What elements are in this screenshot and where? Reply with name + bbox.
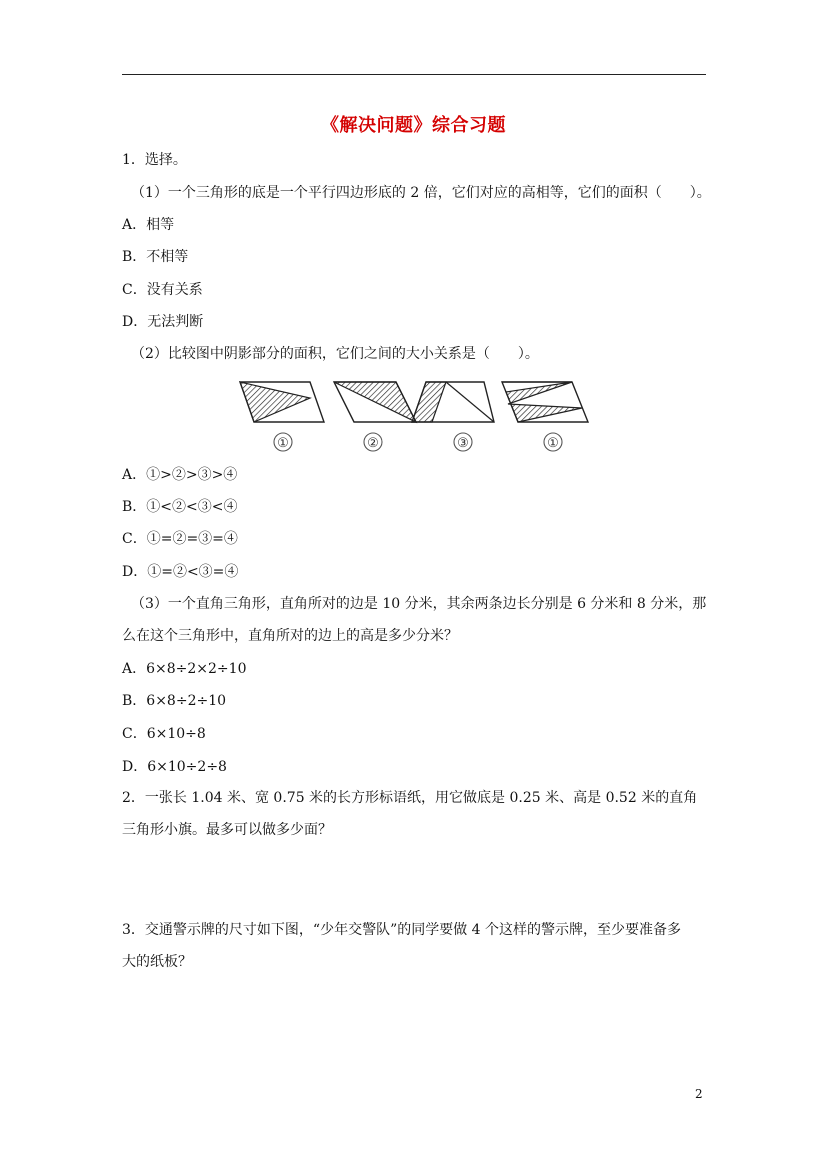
q1-heading: 1．选择。 xyxy=(122,152,187,168)
page-title: 《解决问题》综合习题 xyxy=(321,115,506,136)
figure-3-label: ③ xyxy=(457,436,469,451)
q1-sub2-stem: （2）比较图中阴影部分的面积，它们之间的大小关系是（ ）。 xyxy=(131,346,539,362)
figure-3 xyxy=(412,382,494,451)
q1-sub2-option-c: C．①=②=③=④ xyxy=(122,531,238,547)
q1-sub2-option-d: D．①=②<③=④ xyxy=(122,564,239,580)
header-rule xyxy=(122,74,706,75)
q1-sub3-option-d: D．6×10÷2÷8 xyxy=(122,759,227,775)
q1-sub1-option-d: D．无法判断 xyxy=(122,314,204,330)
q1-sub1-option-a: A．相等 xyxy=(122,217,175,233)
q1-sub3-stem-line2: 么在这个三角形中，直角所对的边上的高是多少分米？ xyxy=(122,628,458,644)
page-number: 2 xyxy=(695,1087,703,1101)
figure-2-label: ② xyxy=(367,436,379,451)
shaded-area-figures xyxy=(232,376,612,454)
q1-sub3-stem-line1: （3）一个直角三角形，直角所对的边是 10 分米，其余两条边长分别是 6 分米和 8 分米，那 xyxy=(131,596,707,612)
q1-sub2-option-b: B．①<②<③<④ xyxy=(122,499,238,515)
q1-sub3-option-a: A．6×8÷2×2÷10 xyxy=(122,661,247,677)
q1-sub1-option-c: C．没有关系 xyxy=(122,282,203,298)
q3-line2: 大的纸板？ xyxy=(122,954,192,970)
q1-sub2-option-a: A．①>②>③>④ xyxy=(122,467,238,483)
figure-4 xyxy=(502,382,588,451)
q1-sub3-option-b: B．6×8÷2÷10 xyxy=(122,693,227,709)
q3-line1: 3．交通警示牌的尺寸如下图，“少年交警队”的同学要做 4 个这样的警示牌，至少要准备多 xyxy=(122,922,682,938)
q1-sub3-option-c: C．6×10÷8 xyxy=(122,726,206,742)
q1-sub1-option-b: B．不相等 xyxy=(122,249,189,265)
q2-line1: 2．一张长 1.04 米、宽 0.75 米的长方形标语纸，用它做底是 0.25 米、高是 0.52 米的直角 xyxy=(122,790,698,806)
q1-sub1-stem: （1）一个三角形的底是一个平行四边形底的 2 倍，它们对应的高相等，它们的面积（ ）。 xyxy=(131,185,711,201)
q2-line2: 三角形小旗。最多可以做多少面？ xyxy=(122,822,332,838)
figure-2 xyxy=(334,382,416,451)
figure-1-label: ① xyxy=(277,436,289,451)
figure-1 xyxy=(240,382,324,451)
figure-4-label: ① xyxy=(547,436,559,451)
